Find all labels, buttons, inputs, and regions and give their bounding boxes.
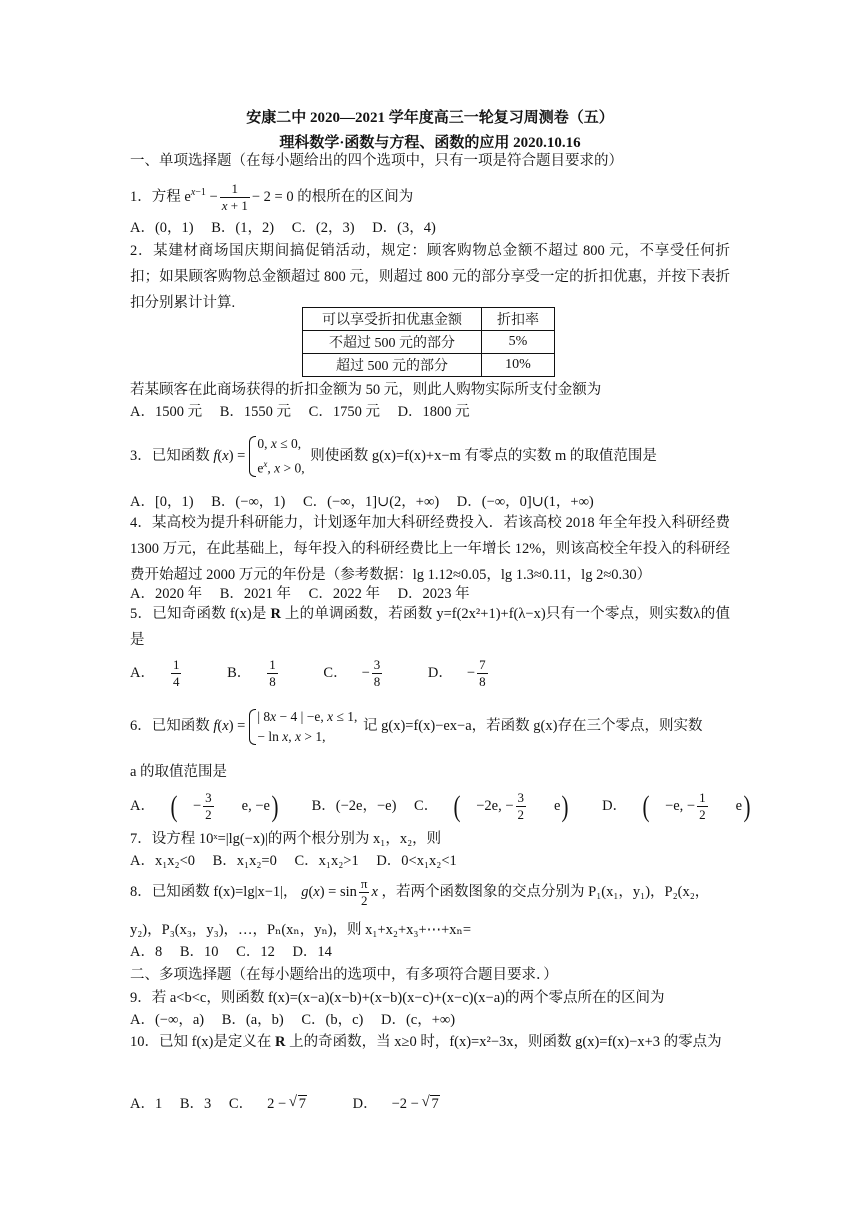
table-header-amount: 可以享受折扣优惠金额 <box>303 308 482 331</box>
q2-option-a: A．1500 元 <box>130 404 203 420</box>
q9-options <box>130 1010 469 1030</box>
q7-option-c: C．x₁x₂>1 <box>294 853 359 869</box>
q9-option-d: D．(c，+∞) <box>381 1012 456 1028</box>
q7-options <box>130 851 471 871</box>
question-9: 9．若 a<b<c，则函数 f(x)=(x−a)(x−b)+(x−b)(x−c)+(x−c)(x−a)的两个零点所在的区间为 <box>130 990 665 1006</box>
q4-option-b: B．2021 年 <box>219 586 292 602</box>
q6-option-d: D． ( −e, − $\frac{1}{2}$ e) <box>602 789 751 823</box>
q5-option-d: D． − $\frac{7}{8}$ <box>427 657 486 690</box>
q6-tail: a 的取值范围是 <box>130 764 228 780</box>
question-3: 3．已知函数 f(x) = 0, x ≤ 0, $e^x$, x > 0, 则使函数 g(x)=f(x)+x−m 有零点的实数 m 的取值范围是 <box>130 434 657 479</box>
question-1 <box>130 177 413 214</box>
q10-option-c: C． 2 − √ 7 <box>229 1096 335 1112</box>
q6-options <box>130 786 780 826</box>
q6-prefix: 6．已知函数 <box>130 718 210 734</box>
q10-text: 10．已知 f(x)是定义在 <box>130 1034 275 1050</box>
table-cell: 5% <box>482 331 555 354</box>
q1-option-b: B．(1，2) <box>211 220 275 236</box>
section-single-choice: 一、单项选择题（在每小题给出的四个选项中，只有一项是符合题目要求的） <box>130 153 623 169</box>
question-6: 6．已知函数 f(x) = | 8x − 4 | −e, x ≤ 1, − ln x, x > 1, 记 g(x)=f(x)−ex−a，若函数 g(x)存在三个零点，则实数 <box>130 704 702 748</box>
q8-option-a: A．8 <box>130 944 163 960</box>
q4-option-c: C．2022 年 <box>308 586 380 602</box>
q2-options <box>130 402 484 422</box>
q8-g-function: g(x) = sin $\frac{\pi}{2}$ x <box>301 876 378 909</box>
q1-option-c: C．(2，3) <box>291 220 355 236</box>
q4-option-a: A．2020 年 <box>130 586 203 602</box>
q6-option-c: C． ( −2e, − $\frac{3}{2}$ e) <box>414 789 569 823</box>
exam-subtitle: 理科数学·函数与方程、函数的应用 2020.10.16 <box>279 135 581 151</box>
question-5 <box>130 601 730 653</box>
q10-real-set: R <box>275 1034 286 1050</box>
q2-option-d: D．1800 元 <box>397 404 470 420</box>
table-cell: 不超过 500 元的部分 <box>303 331 482 354</box>
q8-suffix: ，若两个函数图象的交点分别为 P₁(x₁，y₁)，P₂(x₂， <box>381 884 710 900</box>
exam-title: 安康二中 2020—2021 学年度高三一轮复习周测卷（五） <box>246 110 614 126</box>
q3-option-a: A．[0，1) <box>130 494 194 510</box>
q3-options <box>130 492 608 512</box>
q7-option-a: A．x₁x₂<0 <box>130 853 196 869</box>
q8-line2: y₂)，P₃(x₃，y₃)，…，Pₙ(xₙ，yₙ)，则 x₁+x₂+x₃+⋯+xₙ= <box>130 922 472 938</box>
q10-option-d: D． −2 − √ 7 <box>353 1096 468 1112</box>
table-cell: 10% <box>482 354 555 377</box>
q3-piecewise: 0, x ≤ 0, $e^x$, x > 0, <box>247 434 304 479</box>
q9-option-a: A．(−∞，a) <box>130 1012 205 1028</box>
q2-option-c: C．1750 元 <box>308 404 380 420</box>
question-10 <box>130 1029 730 1055</box>
table-header-rate: 折扣率 <box>482 308 555 331</box>
q10-text-cont: 上的奇函数，当 x≥0 时，f(x)=x²−3x，则函数 g(x)=f(x)−x+3 的零点为 <box>285 1034 722 1050</box>
q2-question: 若某顾客在此商场获得的折扣金额为 50 元，则此人购物实际所支付金额为 <box>130 382 602 398</box>
q4-option-d: D．2023 年 <box>397 586 470 602</box>
q1-equation: $e^{x-1}$ − $\frac{1}{x + 1}$ − 2 = 0 <box>184 181 294 213</box>
q6-suffix: 记 g(x)=f(x)−ex−a，若函数 g(x)存在三个零点，则实数 <box>363 718 703 734</box>
question-7: 7．设方程 10ˣ=|lg(−x)|的两个根分别为 x₁，x₂，则 <box>130 831 442 847</box>
q2-option-b: B．1550 元 <box>219 404 292 420</box>
q5-option-b: B． $\frac{1}{8}$ <box>227 657 276 690</box>
q5-real-set: R <box>270 606 282 622</box>
q5-text: 5．已知奇函数 f(x)是 <box>130 606 271 622</box>
table-row <box>303 354 555 377</box>
question-4: 4．某高校为提升科研能力，计划逐年加大科研经费投入．若该高校 2018 年全年投入科研经费 1300 万元，在此基础上，每年投入的科研经费比上一年增长 12%，则该高校全年投入的科研经费开始超过 2000 万元的年份是（参考数据：lg 1.12≈0.05，lg 1.3≈0.11，lg 2≈0.30） <box>130 515 730 583</box>
question-2: 2．某建材商场国庆期间搞促销活动，规定：顾客购物总金额不超过 800 元，不享受任何折扣；如果顾客购物总金额超过 800 元，则超过 800 元的部分享受一定的折扣优惠，并按下表折扣分别累计计算. <box>130 243 730 311</box>
q8-option-d: D．14 <box>292 944 332 960</box>
q5-option-c: C． − $\frac{3}{8}$ <box>323 657 381 690</box>
q1-options <box>130 218 450 238</box>
q6-option-a: A． ( − $\frac{3}{2}$ e, −e) <box>130 789 279 823</box>
q9-option-b: B．(a，b) <box>221 1012 284 1028</box>
q3-option-b: B．(−∞，1) <box>211 494 286 510</box>
q6-piecewise: | 8x − 4 | −e, x ≤ 1, − ln x, x > 1, <box>247 707 357 747</box>
q3-option-d: D．(−∞，0]∪(1，+∞) <box>456 494 594 510</box>
q3-prefix: 3．已知函数 <box>130 448 210 464</box>
discount-table <box>302 307 555 377</box>
q10-option-a: A．1 <box>130 1096 163 1112</box>
q8-prefix: 8．已知函数 f(x)=lg|x−1|， <box>130 884 298 900</box>
q5-option-a: A． $\frac{1}{4}$ <box>130 657 180 690</box>
q8-options <box>130 942 346 962</box>
q5-options <box>130 656 530 690</box>
q1-option-d: D．(3，4) <box>372 220 436 236</box>
q9-option-c: C．(b，c) <box>301 1012 364 1028</box>
q5-text-cont: 上的单调函数，若函数 y=f(2x²+1)+f(λ−x)只有一个零点，则实数λ的值是 <box>130 606 730 648</box>
q7-option-b: B．x₁x₂=0 <box>212 853 277 869</box>
q6-option-b: B．(−2e，−e) <box>311 798 397 814</box>
q8-option-b: B．10 <box>179 944 219 960</box>
question-8 <box>130 872 709 912</box>
q1-suffix: 的根所在的区间为 <box>297 188 414 205</box>
q1-prefix: 1．方程 <box>130 188 181 205</box>
q3-option-c: C．(−∞，1]∪(2，+∞) <box>302 494 440 510</box>
q7-option-d: D．0<x₁x₂<1 <box>376 853 457 869</box>
table-row <box>303 331 555 354</box>
q10-options <box>130 1094 482 1114</box>
q1-option-a: A．(0，1) <box>130 220 194 236</box>
q8-option-c: C．12 <box>236 944 275 960</box>
q3-suffix: 则使函数 g(x)=f(x)+x−m 有零点的实数 m 的取值范围是 <box>310 448 657 464</box>
table-cell: 超过 500 元的部分 <box>303 354 482 377</box>
q10-option-b: B．3 <box>179 1096 212 1112</box>
section-multi-choice: 二、多项选择题（在每小题给出的选项中，有多项符合题目要求．） <box>130 967 558 983</box>
